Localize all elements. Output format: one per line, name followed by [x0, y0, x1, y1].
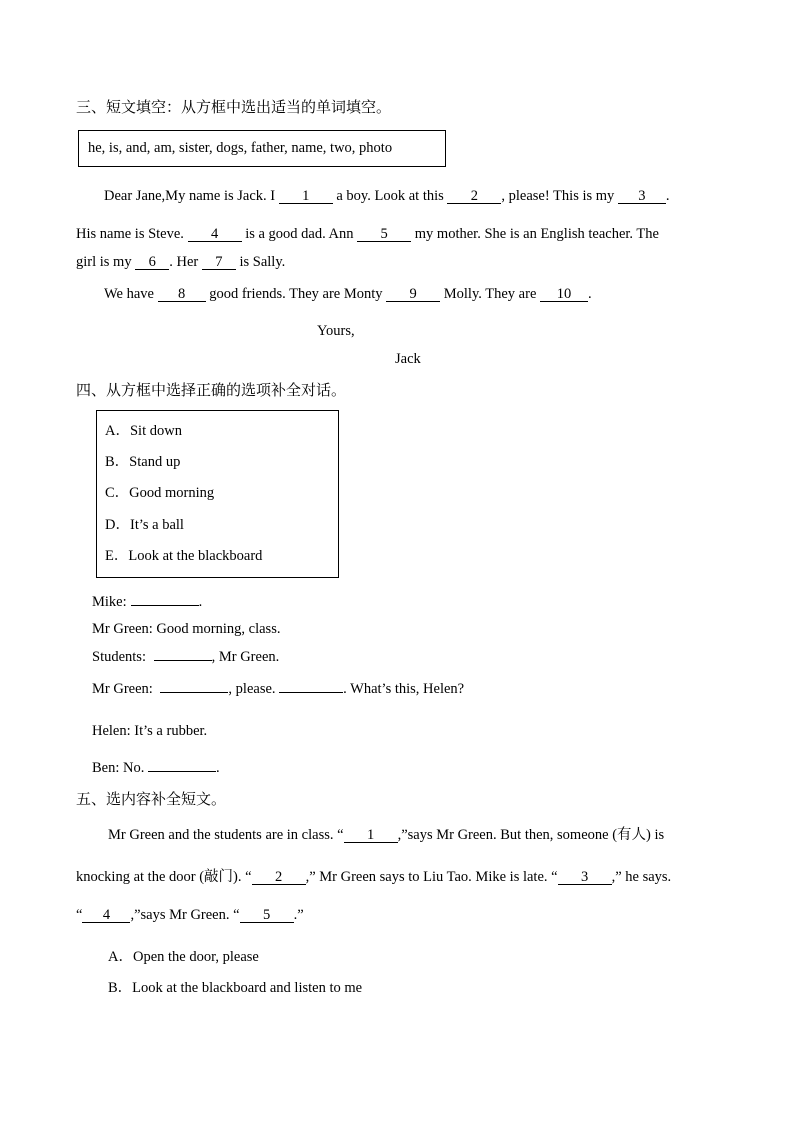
speaker: Mr Green:: [92, 681, 157, 697]
blank-8[interactable]: 8: [158, 287, 206, 302]
option-b: [105, 450, 180, 471]
word-box-text: he, is, and, am, sister, dogs, father, name, two, photo: [88, 140, 393, 156]
dialog-line-1: [92, 594, 202, 611]
option-a: [105, 419, 182, 440]
dialog-line-4: [92, 681, 464, 698]
speaker: Mike:: [92, 594, 127, 610]
option-e: [105, 544, 262, 565]
blank-9[interactable]: 9: [386, 287, 440, 302]
option-text: Look at the blackboard: [128, 548, 263, 564]
s3-line-2: [76, 226, 659, 243]
text-segment: girl is my: [76, 254, 136, 270]
blank-10[interactable]: 10: [540, 287, 588, 302]
option-text: Sit down: [129, 423, 182, 439]
s5-blank-5[interactable]: 5: [240, 908, 294, 923]
text-segment: good friends. They are Monty: [205, 286, 387, 302]
text-segment: .”: [293, 907, 304, 923]
blank-5[interactable]: 5: [357, 227, 411, 242]
option-d: [105, 513, 184, 534]
dialog-blank-2[interactable]: [154, 660, 212, 661]
text-segment: is Sally.: [235, 254, 286, 270]
section5-heading: 五、选内容补全短文。: [76, 790, 227, 808]
dialog-blank-5[interactable]: [148, 771, 216, 772]
option-text: It’s a ball: [129, 517, 184, 533]
text-segment: His name is Steve.: [76, 226, 188, 242]
section3-heading: 三、短文填空：从方框中选出适当的单词填空。: [76, 98, 392, 116]
s3-line-1: [104, 188, 670, 205]
text-segment: , please.: [228, 681, 280, 697]
option-letter: C．: [105, 485, 130, 501]
letter-signature: Jack: [395, 351, 421, 367]
option-letter: B．: [108, 980, 133, 996]
option-letter: B．: [105, 454, 130, 470]
dialog-line-3: [92, 649, 279, 666]
text-segment: Molly. They are: [440, 286, 541, 302]
text-segment: ,”says Mr Green. But then, someone (有人) is: [397, 827, 665, 843]
dialog-line-5: Helen: It’s a rubber.: [92, 723, 208, 739]
text-segment: ,”says Mr Green. “: [130, 907, 240, 923]
text-segment: is a good dad. Ann: [241, 226, 358, 242]
s5-blank-2[interactable]: 2: [252, 870, 306, 885]
text-segment: . Her: [169, 254, 202, 270]
s5-blank-1[interactable]: 1: [344, 828, 398, 843]
dialog-line-2: Mr Green: Good morning, class.: [92, 621, 281, 637]
dialog-line-6: [92, 760, 220, 777]
option-letter: A．: [105, 423, 130, 439]
s5-option-a: [108, 945, 259, 966]
s3-line-4: [104, 286, 592, 303]
speaker: Students:: [92, 649, 150, 665]
text-segment: .: [588, 286, 592, 302]
speaker: Ben: No.: [92, 760, 148, 776]
text-segment: knocking at the door (敲门). “: [76, 869, 252, 885]
text-segment: .: [215, 760, 220, 776]
text-segment: “: [76, 907, 83, 923]
blank-6[interactable]: 6: [135, 255, 169, 270]
blank-2[interactable]: 2: [447, 189, 501, 204]
options-box: [96, 410, 339, 578]
s3-line-3: [76, 254, 285, 271]
option-text: Good morning: [129, 485, 215, 501]
text-segment: .: [665, 188, 670, 204]
letter-closing: Yours,: [317, 323, 355, 339]
dialog-blank-4[interactable]: [279, 692, 343, 693]
text-segment: .: [198, 594, 203, 610]
text-segment: my mother. She is an English teacher. The: [411, 226, 659, 242]
s5-line-1: [108, 823, 664, 844]
text-segment: Dear Jane,My name is Jack. I: [104, 188, 279, 204]
blank-7[interactable]: 7: [202, 255, 236, 270]
s5-line-3: [76, 907, 304, 924]
text-segment: Mr Green and the students are in class. “: [108, 827, 344, 843]
text-segment: ,” Mr Green says to Liu Tao. Mike is late. “: [305, 869, 558, 885]
text-segment: ,” he says.: [611, 869, 672, 885]
text-segment: . What’s this, Helen?: [343, 681, 465, 697]
option-text: Stand up: [129, 454, 181, 470]
s5-blank-4[interactable]: 4: [82, 908, 130, 923]
text-segment: a boy. Look at this: [332, 188, 448, 204]
option-c: [105, 481, 214, 502]
s5-option-b: [108, 976, 362, 997]
option-letter: E．: [105, 548, 129, 564]
blank-4[interactable]: 4: [188, 227, 242, 242]
word-box: [78, 130, 446, 167]
s5-blank-3[interactable]: 3: [558, 870, 612, 885]
section4-heading: 四、从方框中选择正确的选项补全对话。: [76, 381, 347, 399]
option-text: Open the door, please: [132, 949, 259, 965]
option-letter: D．: [105, 517, 130, 533]
dialog-blank-3[interactable]: [160, 692, 228, 693]
s5-line-2: [76, 865, 671, 886]
option-text: Look at the blackboard and listen to me: [132, 980, 363, 996]
option-letter: A．: [108, 949, 133, 965]
dialog-blank-1[interactable]: [131, 605, 199, 606]
text-segment: , please! This is my: [501, 188, 618, 204]
text-segment: , Mr Green.: [211, 649, 280, 665]
text-segment: We have: [104, 286, 158, 302]
blank-3[interactable]: 3: [618, 189, 666, 204]
blank-1[interactable]: 1: [279, 189, 333, 204]
